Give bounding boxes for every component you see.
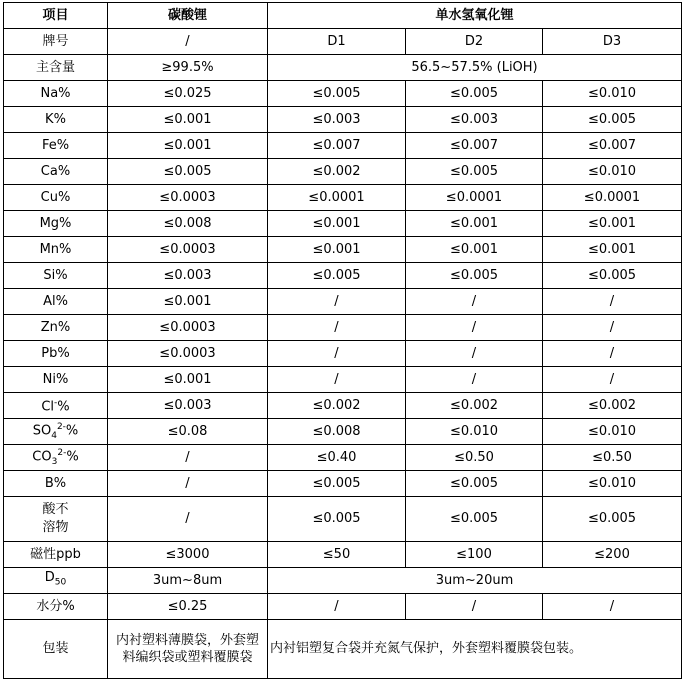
- row-cell-d3: ≤0.010: [543, 159, 682, 185]
- row-cell-li2co3: ≤0.005: [108, 159, 268, 185]
- table-row: [4, 315, 682, 341]
- row-cell-d3: /: [543, 289, 682, 315]
- insoluble-li2co3: /: [108, 497, 268, 542]
- header-row: [4, 3, 682, 29]
- row-cell-label: Al%: [4, 289, 108, 315]
- row-cell-d2: ≤0.005: [406, 159, 543, 185]
- moisture-li2co3: ≤0.25: [108, 594, 268, 620]
- grade-label: 牌号: [4, 29, 108, 55]
- moisture-d1: /: [268, 594, 406, 620]
- magnetic-row: [4, 542, 682, 568]
- d50-row: [4, 568, 682, 594]
- row-cell-label: Zn%: [4, 315, 108, 341]
- magnetic-d1: ≤50: [268, 542, 406, 568]
- table-row: [4, 185, 682, 211]
- table-row: [4, 237, 682, 263]
- row-cell-d1: ≤0.001: [268, 237, 406, 263]
- co3-d3: ≤0.50: [543, 445, 682, 471]
- moisture-d3: /: [543, 594, 682, 620]
- main-content-row: [4, 55, 682, 81]
- row-cell-d2: ≤0.0001: [406, 185, 543, 211]
- row-cell-d2: /: [406, 367, 543, 393]
- magnetic-li2co3: ≤3000: [108, 542, 268, 568]
- row-cell-label: Ca%: [4, 159, 108, 185]
- table-row: [4, 341, 682, 367]
- table-row: [4, 107, 682, 133]
- row-cell-label: Ni%: [4, 367, 108, 393]
- b-d2: ≤0.005: [406, 471, 543, 497]
- row-cell-d2: ≤0.007: [406, 133, 543, 159]
- grade-row: [4, 29, 682, 55]
- d50-li2co3: 3um~8um: [108, 568, 268, 594]
- row-cell-d2: /: [406, 315, 543, 341]
- cl-li2co3: ≤0.003: [108, 393, 268, 419]
- insoluble-d1: ≤0.005: [268, 497, 406, 542]
- insoluble-d2: ≤0.005: [406, 497, 543, 542]
- row-cell-label: Mn%: [4, 237, 108, 263]
- main-content-label: 主含量: [4, 55, 108, 81]
- row-cell-label: Pb%: [4, 341, 108, 367]
- grade-d3: D3: [543, 29, 682, 55]
- row-cell-d1: /: [268, 367, 406, 393]
- row-cell-d3: /: [543, 315, 682, 341]
- table-row: [4, 133, 682, 159]
- row-cell-li2co3: ≤0.001: [108, 367, 268, 393]
- co3-d2: ≤0.50: [406, 445, 543, 471]
- co3-d1: ≤0.40: [268, 445, 406, 471]
- co3-row: [4, 445, 682, 471]
- row-cell-li2co3: ≤0.001: [108, 289, 268, 315]
- header-item: 项目: [4, 3, 108, 29]
- row-cell-d1: ≤0.002: [268, 159, 406, 185]
- row-cell-label: Mg%: [4, 211, 108, 237]
- d50-lioh: 3um~20um: [268, 568, 682, 594]
- row-cell-d1: ≤0.003: [268, 107, 406, 133]
- row-cell-label: K%: [4, 107, 108, 133]
- row-cell-d2: ≤0.001: [406, 237, 543, 263]
- table-row: [4, 81, 682, 107]
- packaging-label: 包装: [4, 620, 108, 679]
- packaging-row: [4, 620, 682, 679]
- row-cell-label: Cu%: [4, 185, 108, 211]
- so4-li2co3: ≤0.08: [108, 419, 268, 445]
- row-cell-li2co3: ≤0.0003: [108, 185, 268, 211]
- insoluble-row: [4, 497, 682, 542]
- so4-label: $SO_4^{2-}\%$: [4, 419, 108, 445]
- b-label: B%: [4, 471, 108, 497]
- table-row: [4, 367, 682, 393]
- packaging-lioh: 内衬铝塑复合袋并充氮气保护，外套塑料覆膜袋包装。: [268, 620, 682, 679]
- row-cell-d3: /: [543, 367, 682, 393]
- row-cell-d3: ≤0.001: [543, 211, 682, 237]
- so4-d1: ≤0.008: [268, 419, 406, 445]
- row-cell-d3: ≤0.010: [543, 81, 682, 107]
- row-cell-li2co3: ≤0.0003: [108, 315, 268, 341]
- row-cell-d1: ≤0.005: [268, 263, 406, 289]
- magnetic-d3: ≤200: [543, 542, 682, 568]
- grade-d1: D1: [268, 29, 406, 55]
- cl-d3: ≤0.002: [543, 393, 682, 419]
- magnetic-d2: ≤100: [406, 542, 543, 568]
- row-cell-d3: ≤0.0001: [543, 185, 682, 211]
- row-cell-d3: ≤0.007: [543, 133, 682, 159]
- row-cell-li2co3: ≤0.001: [108, 133, 268, 159]
- header-li2co3: 碳酸锂: [108, 3, 268, 29]
- row-cell-li2co3: ≤0.001: [108, 107, 268, 133]
- so4-d2: ≤0.010: [406, 419, 543, 445]
- header-lioh: 单水氢氧化锂: [268, 3, 682, 29]
- row-cell-d3: /: [543, 341, 682, 367]
- b-d1: ≤0.005: [268, 471, 406, 497]
- moisture-d2: /: [406, 594, 543, 620]
- cl-row: [4, 393, 682, 419]
- main-content-li2co3: ≥99.5%: [108, 55, 268, 81]
- row-cell-li2co3: ≤0.003: [108, 263, 268, 289]
- row-cell-d1: ≤0.001: [268, 211, 406, 237]
- row-cell-li2co3: ≤0.0003: [108, 237, 268, 263]
- row-cell-d2: ≤0.005: [406, 81, 543, 107]
- grade-li2co3: /: [108, 29, 268, 55]
- grade-d2: D2: [406, 29, 543, 55]
- cl-d2: ≤0.002: [406, 393, 543, 419]
- table-row: [4, 211, 682, 237]
- row-cell-d2: ≤0.001: [406, 211, 543, 237]
- b-li2co3: /: [108, 471, 268, 497]
- row-cell-label: Na%: [4, 81, 108, 107]
- row-cell-d1: /: [268, 341, 406, 367]
- insoluble-d3: ≤0.005: [543, 497, 682, 542]
- b-row: [4, 471, 682, 497]
- row-cell-d1: ≤0.007: [268, 133, 406, 159]
- row-cell-label: Fe%: [4, 133, 108, 159]
- row-cell-li2co3: ≤0.0003: [108, 341, 268, 367]
- table-row: [4, 159, 682, 185]
- row-cell-li2co3: ≤0.025: [108, 81, 268, 107]
- co3-label: $CO_3^{2-}\%$: [4, 445, 108, 471]
- so4-d3: ≤0.010: [543, 419, 682, 445]
- main-content-lioh: 56.5~57.5% (LiOH): [268, 55, 682, 81]
- table-row: [4, 263, 682, 289]
- cl-label: Cl-%: [4, 393, 108, 419]
- cl-d1: ≤0.002: [268, 393, 406, 419]
- row-cell-d3: ≤0.005: [543, 263, 682, 289]
- row-cell-d2: ≤0.005: [406, 263, 543, 289]
- spec-table: [3, 2, 682, 679]
- d50-label: $D_{50}$: [4, 568, 108, 594]
- row-cell-d1: /: [268, 315, 406, 341]
- magnetic-label: 磁性ppb: [4, 542, 108, 568]
- row-cell-d2: ≤0.003: [406, 107, 543, 133]
- row-cell-d2: /: [406, 289, 543, 315]
- row-cell-label: Si%: [4, 263, 108, 289]
- row-cell-d3: ≤0.001: [543, 237, 682, 263]
- insoluble-label: 酸不 溶物: [4, 497, 108, 542]
- so4-row: [4, 419, 682, 445]
- spec-table-wrapper: [3, 2, 681, 679]
- row-cell-d1: /: [268, 289, 406, 315]
- b-d3: ≤0.010: [543, 471, 682, 497]
- co3-li2co3: /: [108, 445, 268, 471]
- row-cell-d2: /: [406, 341, 543, 367]
- packaging-li2co3: 内衬塑料薄膜袋，外套塑料编织袋或塑料覆膜袋: [108, 620, 268, 679]
- row-cell-d1: ≤0.005: [268, 81, 406, 107]
- row-cell-li2co3: ≤0.008: [108, 211, 268, 237]
- table-row: [4, 289, 682, 315]
- moisture-label: 水分%: [4, 594, 108, 620]
- row-cell-d3: ≤0.005: [543, 107, 682, 133]
- moisture-row: [4, 594, 682, 620]
- row-cell-d1: ≤0.0001: [268, 185, 406, 211]
- element-rows: [4, 81, 682, 393]
